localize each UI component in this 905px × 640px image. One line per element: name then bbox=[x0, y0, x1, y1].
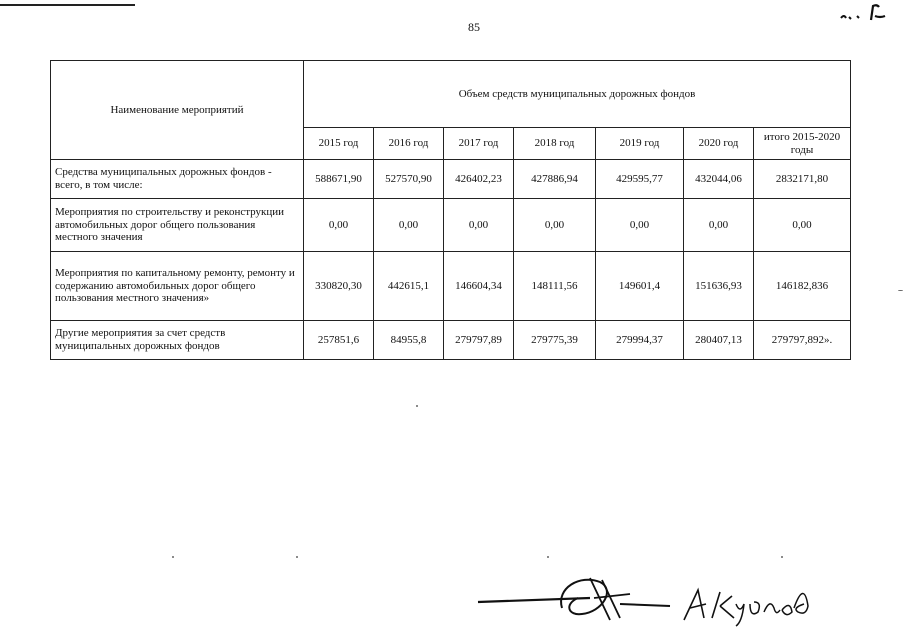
scan-speck bbox=[172, 556, 174, 558]
scan-speck bbox=[898, 290, 903, 291]
header-year: 2020 год bbox=[684, 128, 754, 160]
row-name: Мероприятия по строительству и реконструкции автомобильных дорог общего пользования местного значения bbox=[51, 199, 304, 252]
value-cell: 0,00 bbox=[596, 199, 684, 252]
scan-speck bbox=[416, 405, 418, 407]
value-cell: 330820,30 bbox=[304, 252, 374, 321]
value-cell: 151636,93 bbox=[684, 252, 754, 321]
table-row bbox=[51, 199, 851, 252]
total-cell: 279797,892». bbox=[754, 321, 851, 360]
table-row bbox=[51, 160, 851, 199]
row-name: Мероприятия по капитальному ремонту, ремонту и содержанию автомобильных дорог общего пользования местного значения» bbox=[51, 252, 304, 321]
road-fund-table bbox=[50, 60, 851, 360]
header-fund-volume: Объем средств муниципальных дорожных фондов bbox=[304, 61, 851, 128]
scan-speck bbox=[547, 556, 549, 558]
value-cell: 149601,4 bbox=[596, 252, 684, 321]
header-year: 2019 год bbox=[596, 128, 684, 160]
page-number: 85 bbox=[468, 20, 480, 34]
value-cell: 279775,39 bbox=[514, 321, 596, 360]
header-activity-name: Наименование мероприятий bbox=[51, 61, 304, 160]
value-cell: 0,00 bbox=[374, 199, 444, 252]
value-cell: 279797,89 bbox=[444, 321, 514, 360]
total-cell: 0,00 bbox=[754, 199, 851, 252]
value-cell: 0,00 bbox=[514, 199, 596, 252]
value-cell: 429595,77 bbox=[596, 160, 684, 199]
row-name: Другие мероприятия за счет средств муниципальных дорожных фондов bbox=[51, 321, 304, 360]
scan-speck bbox=[296, 556, 298, 558]
scan-speck bbox=[781, 556, 783, 558]
handwritten-initials-mark bbox=[835, 2, 895, 26]
total-cell: 146182,836 bbox=[754, 252, 851, 321]
value-cell: 442615,1 bbox=[374, 252, 444, 321]
row-name: Средства муниципальных дорожных фондов - всего, в том числе: bbox=[51, 160, 304, 199]
value-cell: 146604,34 bbox=[444, 252, 514, 321]
header-year: 2015 год bbox=[304, 128, 374, 160]
value-cell: 588671,90 bbox=[304, 160, 374, 199]
top-edge-rule bbox=[0, 4, 135, 6]
value-cell: 432044,06 bbox=[684, 160, 754, 199]
table-row bbox=[51, 321, 851, 360]
value-cell: 148111,56 bbox=[514, 252, 596, 321]
value-cell: 257851,6 bbox=[304, 321, 374, 360]
value-cell: 0,00 bbox=[304, 199, 374, 252]
value-cell: 0,00 bbox=[444, 199, 514, 252]
value-cell: 527570,90 bbox=[374, 160, 444, 199]
value-cell: 426402,23 bbox=[444, 160, 514, 199]
header-year: 2016 год bbox=[374, 128, 444, 160]
total-cell: 2832171,80 bbox=[754, 160, 851, 199]
table-row bbox=[51, 252, 851, 321]
header-year: 2018 год bbox=[514, 128, 596, 160]
value-cell: 279994,37 bbox=[596, 321, 684, 360]
header-year: 2017 год bbox=[444, 128, 514, 160]
value-cell: 0,00 bbox=[684, 199, 754, 252]
value-cell: 280407,13 bbox=[684, 321, 754, 360]
value-cell: 84955,8 bbox=[374, 321, 444, 360]
header-total: итого 2015-2020 годы bbox=[754, 128, 851, 160]
handwritten-signature bbox=[470, 568, 820, 630]
value-cell: 427886,94 bbox=[514, 160, 596, 199]
